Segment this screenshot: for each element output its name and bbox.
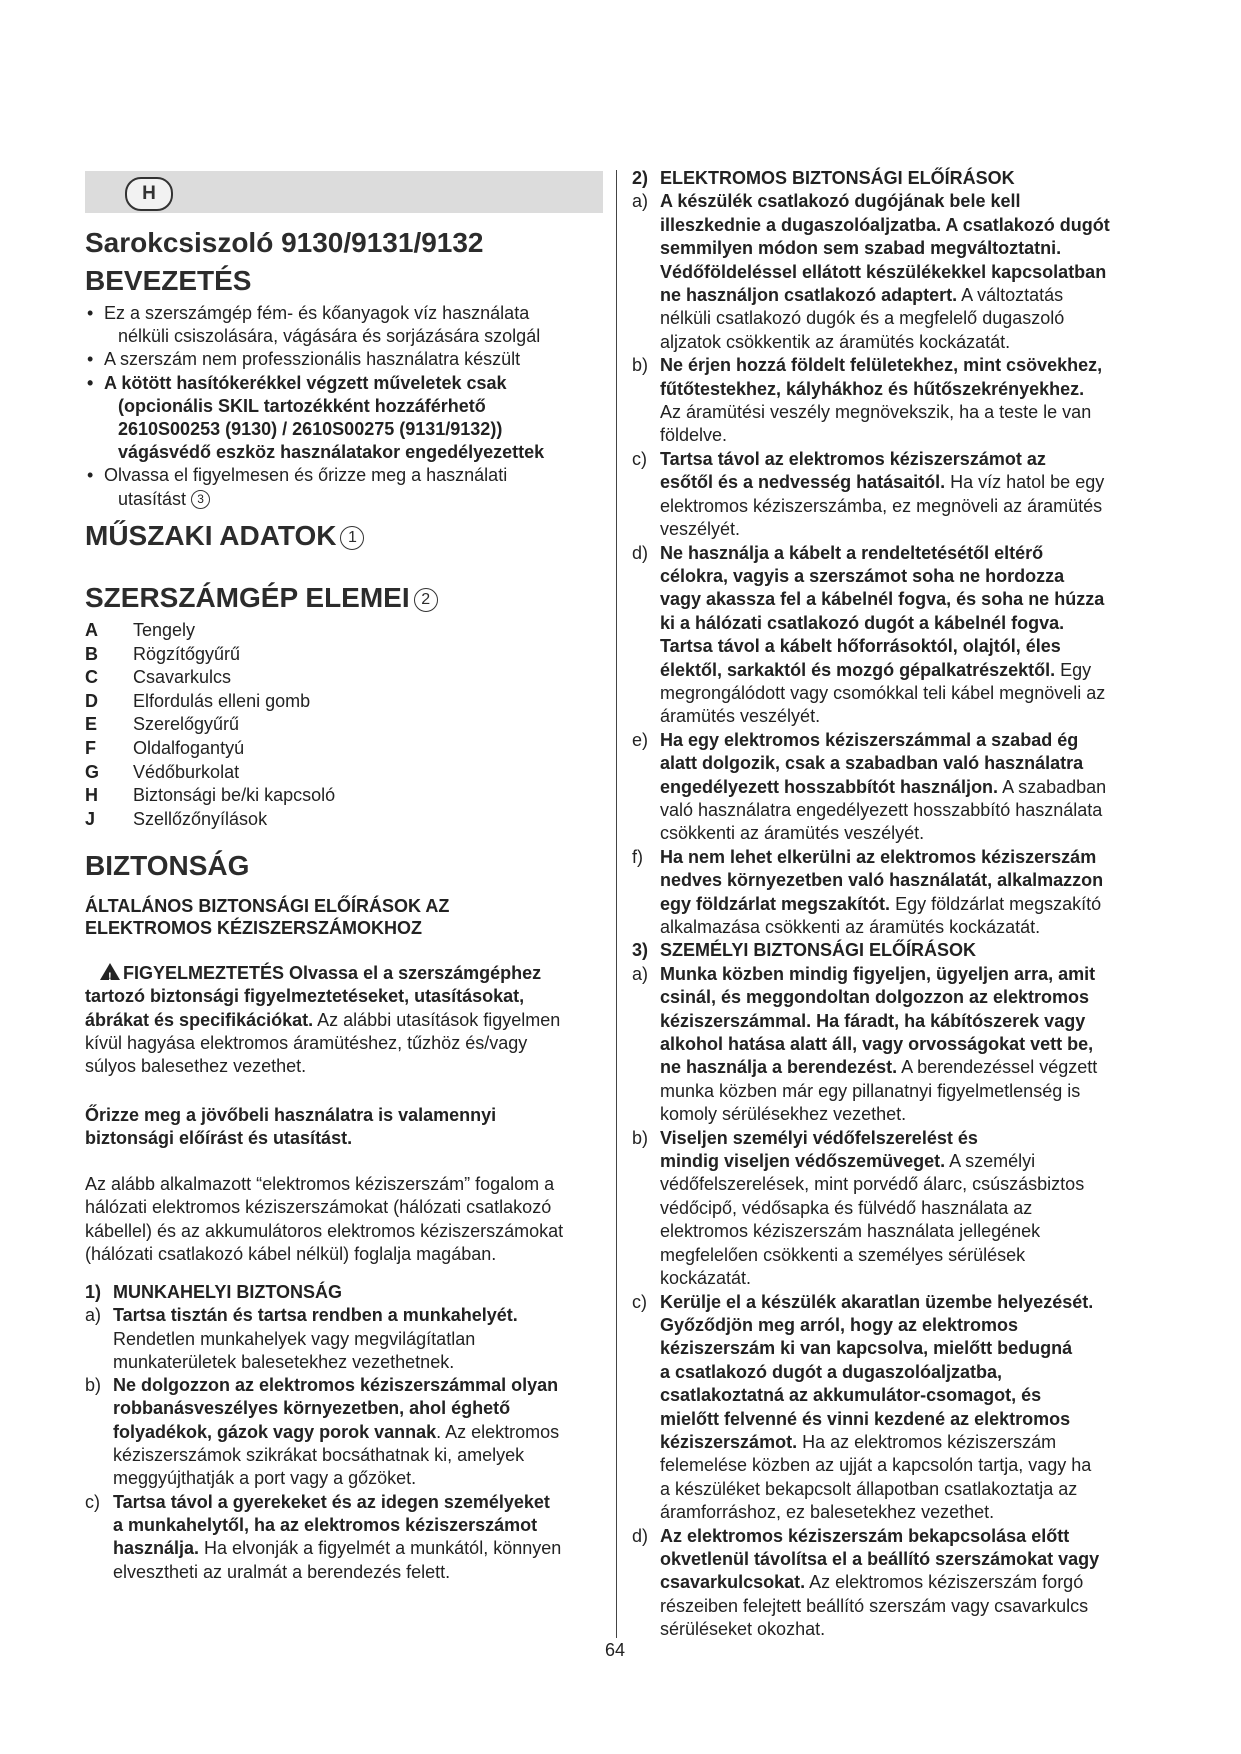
- intro-heading: BEVEZETÉS: [85, 265, 252, 296]
- section-heading: 1) MUNKAHELYI BIZTONSÁG: [85, 1282, 343, 1302]
- page-title: Sarokcsiszoló 9130/9131/9132: [85, 227, 484, 258]
- parts-item: [85, 738, 335, 762]
- parts-name: Védőburkolat: [133, 761, 240, 782]
- section-heading: 2) ELEKTROMOS BIZTONSÁGI ELŐÍRÁSOK: [632, 168, 1015, 188]
- work-safety-section: [85, 1281, 605, 1584]
- parts-item: [85, 620, 335, 644]
- list-item: b) Viseljen személyi védőfelszerelést és mindig viseljen védőszemüveget. A személyi védőfelszerelések, mint porvédő álarc, csúszásbiztos védőcipő, védősapka és fülvédő használata az elektromos kéziszerszám használata jellegének megfelelően csökkenti a személyes sérülések kockázatát.: [632, 1127, 1085, 1289]
- figure-ref: 3: [191, 490, 210, 509]
- parts-item: [85, 762, 335, 786]
- parts-heading: SZERSZÁMGÉP ELEMEI 2: [85, 582, 438, 614]
- column-divider: [616, 170, 617, 1638]
- parts-item: [85, 785, 335, 809]
- tech-heading: MŰSZAKI ADATOK 1: [85, 520, 364, 552]
- parts-name: Rögzítőgyűrű: [133, 643, 241, 664]
- list-item: c) Tartsa távol az elektromos kéziszerszámot az esőtől és a nedvesség hatásaitól. Ha víz hatol be egy elektromos kéziszerszámba, ez megnöveli az áramütés veszélyét.: [632, 448, 1105, 540]
- parts-letter: H: [85, 785, 98, 806]
- list-item: a) Tartsa tisztán és tartsa rendben a munkahelyét. Rendetlen munkahelyek vagy megvilágítatlan munkaterületek balesetekhez vezethetnek.: [85, 1305, 518, 1372]
- parts-letter: J: [85, 808, 96, 829]
- list-item: c) Tartsa távol a gyerekeket és az idegen személyeket a munkahelytől, ha az elektromos kéziszerszámot használja. Ha elvonják a figyelmét a munkától, könnyen elvesztheti az uralmát a berendezés felett.: [85, 1491, 562, 1582]
- intro-bullet: • Olvassa el figyelmesen és őrizze meg a használati utasítást 3: [85, 464, 605, 510]
- parts-letter: A: [85, 620, 98, 640]
- list-item: d) Az elektromos kéziszerszám bekapcsolása előtt okvetlenül távolítsa el a beállító szerszámokat vagy csavarkulcsokat. Az elektromos kéziszerszám forgó részeiben felejtett beállító szerszám vagy csavarkulcs sérüléseket okozhat.: [632, 1525, 1100, 1640]
- parts-name: Oldalfogantyú: [133, 737, 245, 758]
- right-column: [632, 167, 1152, 1642]
- language-badge: H: [125, 177, 173, 211]
- figure-ref: 1: [340, 526, 364, 550]
- list-item: e) Ha egy elektromos kéziszerszámmal a szabad ég alatt dolgozik, csak a szabadban való használatra engedélyezett hosszabbítót használjon. A szabadban való használatra engedélyezett hosszabbító használata csökkenti az áramütés veszélyét.: [632, 729, 1107, 844]
- parts-name: Szellőzőnyílások: [133, 808, 268, 829]
- page-number: 64: [605, 1640, 626, 1660]
- language-bar: [85, 171, 603, 213]
- intro-bullets: [85, 302, 605, 511]
- parts-letter: B: [85, 643, 98, 664]
- warning-icon: !: [100, 963, 120, 980]
- parts-letter: G: [85, 761, 100, 782]
- parts-name: Szerelőgyűrű: [133, 714, 240, 735]
- figure-ref: 2: [414, 588, 438, 612]
- parts-item: [85, 667, 335, 691]
- parts-name: Elfordulás elleni gomb: [133, 690, 311, 711]
- parts-list: [85, 620, 335, 832]
- intro-bullet: • Ez a szerszámgép fém- és kőanyagok víz használata nélküli csiszolására, vágására és sorjázására szolgál: [85, 302, 605, 348]
- safety-subheading: ÁLTALÁNOS BIZTONSÁGI ELŐÍRÁSOK AZ ELEKTROMOS KÉZISZERSZÁMOKHOZ: [85, 896, 450, 938]
- intro-bullet: • A kötött hasítókerékkel végzett műveletek csak (opcionális SKIL tartozékként hozzáférhető 2610S00253 (9130) / 2610S00275 (9131/9132)) vágásvédő eszköz használatakor engedélyezettek: [85, 372, 605, 465]
- parts-name: Csavarkulcs: [133, 667, 232, 688]
- parts-name: Tengely: [133, 620, 196, 640]
- parts-item: [85, 714, 335, 738]
- list-item: b) Ne dolgozzon az elektromos kéziszerszámmal olyan robbanásveszélyes környezetben, ahol éghető folyadékok, gázok vagy porok vannak. Az elektromos kéziszerszámok szikrákat bocsáthatnak ki, amelyek meggyújthatják a port vagy a gőzöket.: [85, 1375, 560, 1489]
- list-item: a) A készülék csatlakozó dugójának bele kell illeszkednie a dugaszolóaljzatba. A csatlakozó dugót semmilyen módon sem szabad megváltoztatni. Védőföldeléssel ellátott készülékekkel kapcsolatban ne használjon csatlakozó adaptert. A változtatás nélküli csatlakozó dugók és a megfelelő dugaszoló aljzatok csökkentik az áramütés kockázatát.: [632, 191, 1110, 352]
- parts-name: Biztonsági be/ki kapcsoló: [133, 785, 336, 806]
- list-item: f) Ha nem lehet elkerülni az elektromos kéziszerszám nedves környezetben való használatát, alkalmazzon egy földzárlat megszakítót. Egy földzárlat megszakító alkalmazása csökkenti az áramütés kockázatát.: [632, 846, 1104, 937]
- parts-letter: E: [85, 714, 98, 735]
- parts-letter: C: [85, 667, 98, 688]
- keep-instructions: Őrizze meg a jövőbeli használatra is valamennyi biztonsági előírást és utasítást.: [85, 1105, 497, 1149]
- safety-heading: BIZTONSÁG: [85, 850, 250, 881]
- definition-paragraph: Az alább alkalmazott “elektromos kéziszerszám” fogalom a hálózati elektromos kéziszerszámokat (hálózati csatlakozó kábellel) és az akkumulátoros elektromos kéziszerszámokat (hálózati csatlakozó kábel nélkül) foglalja magában.: [85, 1174, 564, 1264]
- list-item: b) Ne érjen hozzá földelt felületekhez, mint csövekhez, fűtőtestekhez, kályhákhoz és hűtőszekrényekhez. Az áramütési veszély megnövekszik, ha a teste le van földelve.: [632, 355, 1103, 446]
- list-item: d) Ne használja a kábelt a rendeltetésétől eltérő célokra, vagyis a szerszámot soha ne hordozza vagy akassza fel a kábelnél fogva, és soha ne húzza ki a hálózati csatlakozó dugót a kábelnél fogva. Tartsa távol a kábelt hőforrásoktól, olajtól, éles élektől, sarkaktól és mozgó gépalkatrészektől. Egy megrongálódott vagy csomókkal teli kábel megnöveli az áramütés veszélyét.: [632, 542, 1106, 727]
- parts-item: [85, 809, 335, 833]
- parts-letter: D: [85, 690, 98, 711]
- parts-item: [85, 644, 335, 668]
- list-item: a) Munka közben mindig figyeljen, ügyeljen arra, amit csinál, és meggondoltan dolgozzon az elektromos kéziszerszámmal. Ha fáradt, ha kábítószerek vagy alkohol hatása alatt áll, vagy orvosságokat vett be, ne használja a berendezést. A berendezéssel végzett munka közben már egy pillanatnyi figyelmetlenség is komoly sérülésekhez vezethet.: [632, 963, 1098, 1125]
- section-heading: 3) SZEMÉLYI BIZTONSÁGI ELŐÍRÁSOK: [632, 940, 977, 961]
- parts-item: [85, 691, 335, 715]
- list-item: c) Kerülje el a készülék akaratlan üzembe helyezését. Győződjön meg arról, hogy az elektromos kéziszerszám ki van kapcsolva, mielőtt bedugná a csatlakozó dugót a dugaszolóaljzatba, csatlakoztatná az akkumulátor-csomagot, és mielőtt felvenné és vinni kezdené az elektromos kéziszerszámot. Ha az elektromos kéziszerszám felemelése közben az ujját a kapcsolón tartja, vagy ha a készüléket bekapcsolt állapotban csatlakoztatja az áramforráshoz, ez balesetekhez vezethet.: [632, 1291, 1094, 1523]
- warning-paragraph: ! FIGYELMEZTETÉS Olvassa el a szerszámgéphez tartozó biztonsági figyelmeztetéseket, utasításokat, ábrákat és specifikációkat. Az alábbi utasítások figyelmen kívül hagyása elektromos áramütéshez, tűzhöz és/vagy súlyos balesethez vezethet.: [85, 963, 561, 1077]
- intro-bullet: • A szerszám nem professzionális használatra készült: [85, 348, 605, 371]
- parts-letter: F: [85, 737, 96, 758]
